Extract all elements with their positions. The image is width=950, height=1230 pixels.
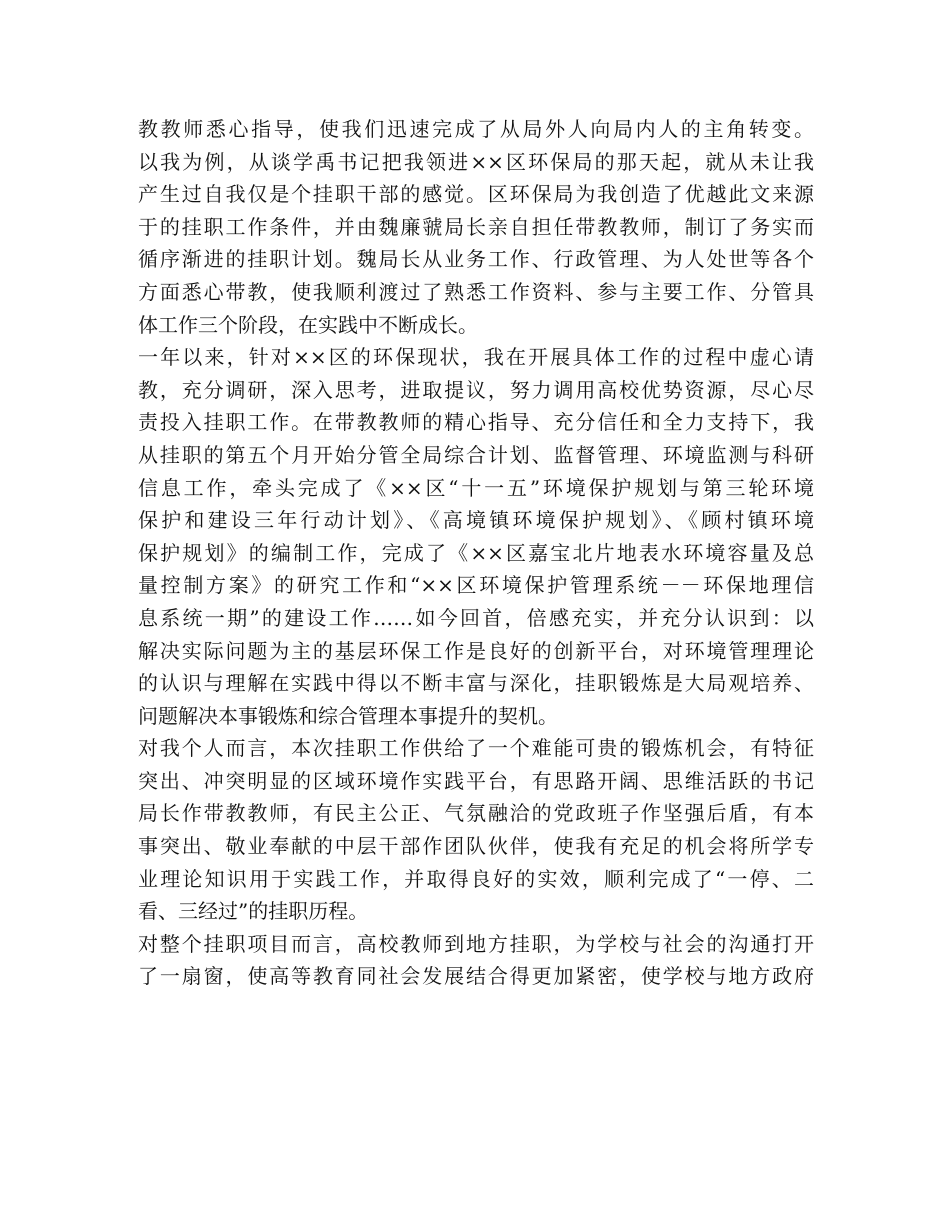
text-line: 一年以来，针对××区的环保现状，我在开展具体工作的过程中虚心请 — [138, 345, 814, 370]
text-line: 方面悉心带教，使我顺利渡过了熟悉工作资料、参与主要工作、分管具 — [138, 279, 814, 304]
text-line: 了一扇窗，使高等教育同社会发展结合得更加紧密，使学校与地方政府 — [138, 964, 814, 989]
text-line: 对我个人而言，本次挂职工作供给了一个难能可贵的锻炼机会，有特征 — [138, 736, 814, 761]
text-line: 局长作带教教师，有民主公正、气氛融洽的党政班子作坚强后盾，有本 — [138, 801, 814, 826]
text-line: 责投入挂职工作。在带教教师的精心指导、充分信任和全力支持下，我 — [138, 410, 814, 435]
text-line: 量控制方案》的研究工作和“××区环境保护管理系统－－环保地理信 — [138, 573, 814, 598]
text-line: 信息工作，牵头完成了《××区“十一五”环境保护规划与第三轮环境 — [138, 475, 814, 500]
text-line: 体工作三个阶段，在实践中不断成长。 — [138, 312, 478, 337]
text-line: 对整个挂职项目而言，高校教师到地方挂职，为学校与社会的沟通打开 — [138, 931, 814, 956]
text-line: 从挂职的第五个月开始分管全局综合计划、监督管理、环境监测与科研 — [138, 442, 814, 467]
text-line: 事突出、敬业奉献的中层干部作团队伙伴，使我有充足的机会将所学专 — [138, 834, 814, 859]
text-line: 保护规划》的编制工作，完成了《××区嘉宝北片地表水环境容量及总 — [138, 540, 814, 565]
text-line: 问题解决本事锻炼和综合管理本事提升的契机。 — [138, 703, 558, 728]
text-line: 看、三经过”的挂职历程。 — [138, 899, 369, 924]
text-line: 教，充分调研，深入思考，进取提议，努力调用高校优势资源，尽心尽 — [138, 377, 814, 402]
text-line: 解决实际问题为主的基层环保工作是良好的创新平台，对环境管理理论 — [138, 638, 814, 663]
text-line: 业理论知识用于实践工作，并取得良好的实效，顺利完成了“一停、二 — [138, 866, 814, 891]
text-line: 突出、冲突明显的区域环境作实践平台，有思路开阔、思维活跃的书记 — [138, 768, 814, 793]
text-line: 以我为例，从谈学禹书记把我领进××区环保局的那天起，就从未让我 — [138, 149, 814, 174]
text-line: 循序渐进的挂职计划。魏局长从业务工作、行政管理、为人处世等各个 — [138, 247, 814, 272]
text-line: 于的挂职工作条件，并由魏廉虢局长亲自担任带教教师，制订了务实而 — [138, 214, 814, 239]
text-line: 保护和建设三年行动计划》、《高境镇环境保护规划》、《顾村镇环境 — [138, 508, 814, 533]
text-line: 产生过自我仅是个挂职干部的感觉。区环保局为我创造了优越此文来源 — [138, 182, 814, 207]
document-body — [138, 113, 814, 993]
text-line: 息系统一期”的建设工作……如今回首，倍感充实，并充分认识到：以 — [138, 605, 814, 630]
text-line: 的认识与理解在实践中得以不断丰富与深化，挂职锻炼是大局观培养、 — [138, 671, 814, 696]
text-line: 教教师悉心指导，使我们迅速完成了从局外人向局内人的主角转变。 — [138, 117, 814, 141]
